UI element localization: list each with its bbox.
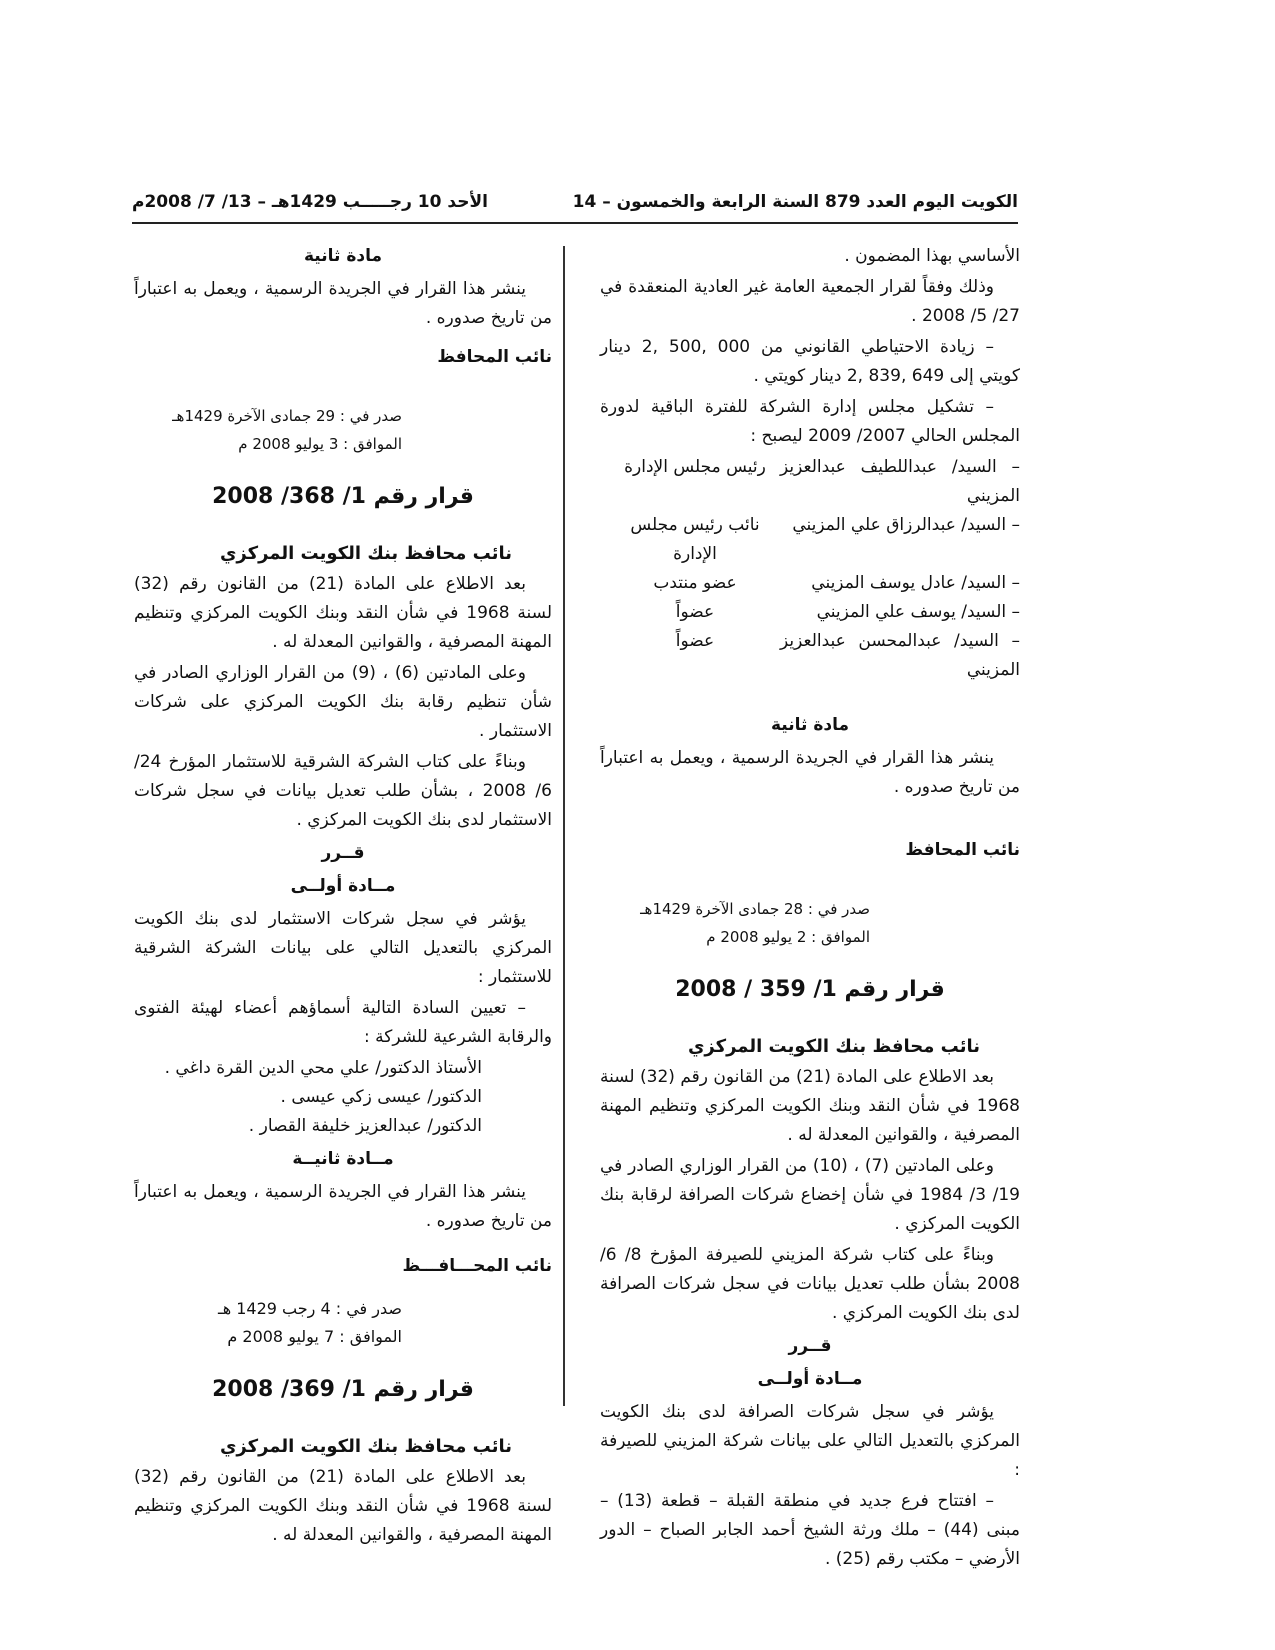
header-issue-info: الكويت اليوم العدد 879 السنة الرابعة والخمسون – 14 (572, 192, 1018, 212)
corresponding-date: الموافق : 7 يوليو 2008 م (227, 1327, 402, 1346)
article-heading: مادة ثانية (771, 715, 849, 735)
member-role: عضو منتدب (653, 573, 737, 593)
continued-text: الأساسي بهذا المضمون . (844, 246, 1020, 266)
signature: نائب المحافظ (437, 347, 552, 367)
scholar-name: الأستاذ الدكتور/ علي محي الدين القرة داغي . (164, 1058, 482, 1078)
paragraph: بعد الاطلاع على المادة (21) من القانون رقم (32) لسنة 1968 في شأن النقد وبنك الكويت المركزي وتنظيم المهنة المصرفية ، والقوانين المعدلة له . (134, 574, 552, 652)
board-member-row (600, 511, 1020, 569)
paragraph: وبناءً على كتاب الشركة الشرقية للاستثمار المؤرخ 24/ 6/ 2008 ، بشأن طلب تعديل بيانات في سجل شركات الاستثمار لدى بنك الكويت المركزي . (134, 752, 552, 830)
member-role: عضواً (675, 631, 715, 651)
scholar-name: الدكتور/ عيسى زكي عيسى . (280, 1087, 482, 1107)
article-heading: مــادة أولــى (290, 876, 396, 896)
member-role: عضواً (675, 602, 715, 622)
corresponding-date: الموافق : 2 يوليو 2008 م (706, 928, 870, 946)
paragraph: وبناءً على كتاب شركة المزيني للصيرفة المؤرخ 8/ 6/ 2008 بشأن طلب تعديل بيانات في سجل شركات الصرافة لدى بنك الكويت المركزي . (600, 1245, 1020, 1323)
header-date: الأحد 10 رجـــــب 1429هـ – 13/ 7/ 2008م (132, 192, 488, 212)
issuer-heading: نائب محافظ بنك الكويت المركزي (687, 1036, 980, 1057)
issuer-heading: نائب محافظ بنك الكويت المركزي (219, 1436, 512, 1457)
paragraph: وذلك وفقاً لقرار الجمعية العامة غير العادية المنعقدة في 27/ 5/ 2008 . (600, 277, 1020, 326)
member-name: – السيد/ عبدالمحسن عبدالعزيز المزيني (780, 631, 1020, 680)
decided-heading: قــرر (788, 1336, 832, 1356)
right-column (600, 242, 1020, 1576)
member-role: رئيس مجلس الإدارة (624, 457, 766, 477)
paragraph: وعلى المادتين (7) ، (10) من القرار الوزاري الصادر في 19/ 3/ 1984 في شأن إخضاع شركات الصرافة لرقابة بنك الكويت المركزي . (600, 1156, 1020, 1234)
board-member-row (600, 627, 1020, 685)
paragraph: – زيادة الاحتياطي القانوني من 000 ,500 ,2 دينار كويتي إلى 649 ,839 ,2 دينار كويتي . (600, 337, 1020, 386)
article-heading: مــادة ثانيــة (292, 1149, 394, 1169)
paragraph: – افتتاح فرع جديد في منطقة القبلة – قطعة (13) – مبنى (44) – ملك ورثة الشيخ أحمد الجابر الصباح – الدور الأرضي – مكتب رقم (25) . (600, 1491, 1020, 1569)
corresponding-date: الموافق : 3 يوليو 2008 م (238, 435, 402, 453)
paragraph: وعلى المادتين (6) ، (9) من القرار الوزاري الصادر في شأن تنظيم رقابة بنك الكويت المركزي على شركات الاستثمار . (134, 663, 552, 741)
scholar-name: الدكتور/ عبدالعزيز خليفة القصار . (248, 1116, 482, 1136)
paragraph: ينشر هذا القرار في الجريدة الرسمية ، ويعمل به اعتباراً من تاريخ صدوره . (600, 748, 1020, 797)
issue-date: صدر في : 29 جمادى الآخرة 1429هـ (172, 407, 402, 425)
member-name: – السيد/ يوسف علي المزيني (816, 602, 1020, 622)
board-member-row (600, 598, 1020, 627)
page-header (132, 192, 1018, 224)
signature: نائب المحافظ (905, 840, 1020, 860)
board-members-list (600, 453, 1020, 685)
issuer-heading: نائب محافظ بنك الكويت المركزي (219, 543, 512, 564)
scholars-list (134, 1054, 552, 1141)
issue-date: صدر في : 28 جمادى الآخرة 1429هـ (640, 900, 870, 918)
column-divider (563, 246, 565, 1406)
signature: نائب المحـــافـــظ (402, 1256, 552, 1276)
paragraph: بعد الاطلاع على المادة (21) من القانون رقم (32) لسنة 1968 في شأن النقد وبنك الكويت المركزي وتنظيم المهنة المصرفية ، والقوانين المعدلة له . (600, 1067, 1020, 1145)
paragraph: ينشر هذا القرار في الجريدة الرسمية ، ويعمل به اعتباراً من تاريخ صدوره . (134, 1182, 552, 1231)
member-name: – السيد/ عبدالرزاق علي المزيني (792, 515, 1020, 535)
article-heading: مادة ثانية (304, 246, 382, 266)
member-name: – السيد/ عادل يوسف المزيني (811, 573, 1020, 593)
article-heading: مــادة أولــى (757, 1369, 863, 1389)
paragraph: ينشر هذا القرار في الجريدة الرسمية ، ويعمل به اعتباراً من تاريخ صدوره . (134, 279, 552, 328)
board-member-row (600, 453, 1020, 511)
paragraph: يؤشر في سجل شركات الاستثمار لدى بنك الكويت المركزي بالتعديل التالي على بيانات الشركة الشرقية للاستثمار : (134, 909, 552, 987)
decided-heading: قــرر (321, 843, 365, 863)
issue-date: صدر في : 4 رجب 1429 هـ (218, 1299, 402, 1318)
board-member-row (600, 569, 1020, 598)
paragraph: بعد الاطلاع على المادة (21) من القانون رقم (32) لسنة 1968 في شأن النقد وبنك الكويت المركزي وتنظيم المهنة المصرفية ، والقوانين المعدلة له . (134, 1467, 552, 1545)
decision-title: قرار رقم 1/ 368/ 2008 (212, 484, 474, 509)
paragraph: – تشكيل مجلس إدارة الشركة للفترة الباقية لدورة المجلس الحالي 2007/ 2009 ليصبح : (600, 397, 1020, 446)
left-column (134, 242, 552, 1552)
member-name: – السيد/ عبداللطيف عبدالعزيز المزيني (780, 457, 1020, 506)
decision-title: قرار رقم 1/ 369/ 2008 (212, 1377, 474, 1402)
paragraph: – تعيين السادة التالية أسماؤهم أعضاء لهيئة الفتوى والرقابة الشرعية للشركة : (134, 998, 552, 1047)
paragraph: يؤشر في سجل شركات الصرافة لدى بنك الكويت المركزي بالتعديل التالي على بيانات شركة المزيني للصيرفة : (600, 1402, 1020, 1480)
member-role: نائب رئيس مجلس الإدارة (630, 515, 760, 564)
decision-title: قرار رقم 1/ 359 / 2008 (675, 977, 945, 1002)
